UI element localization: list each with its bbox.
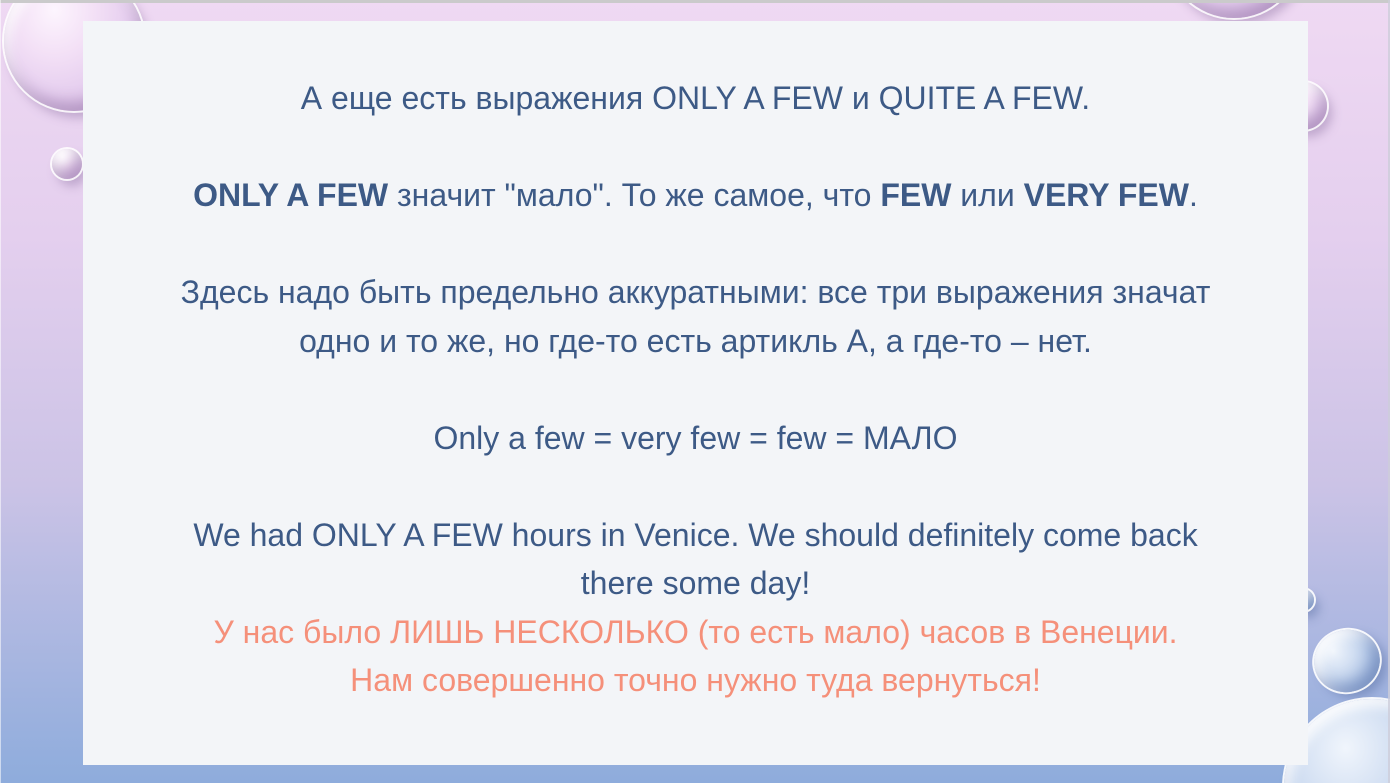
slide-text-line [97, 220, 1294, 269]
slide-text-line [97, 365, 1294, 414]
slide-left-edge [0, 0, 1, 783]
text-segment: We had ONLY A FEW hours in Venice. We should definitely come back [193, 516, 1198, 553]
slide-text-line [97, 656, 1294, 705]
text-segment: У нас было ЛИШЬ НЕСКОЛЬКО (то есть мало) часов в Венеции. [213, 613, 1178, 650]
slide-text-line [97, 414, 1294, 463]
slide-top-edge [0, 0, 1390, 3]
text-segment: или [951, 177, 1024, 213]
text-segment: А еще есть выражения ONLY A FEW и QUITE A FEW. [300, 80, 1091, 116]
text-segment: Здесь надо быть предельно аккуратными: все три выражения значат [180, 274, 1211, 310]
bubble-right-oval-icon [1306, 621, 1388, 700]
bubble-left-small-icon [52, 149, 82, 179]
text-segment: . [1188, 177, 1198, 213]
text-segment: there some day! [580, 565, 811, 601]
text-segment: Нам совершенно точно нужно туда вернуться! [350, 662, 1041, 698]
slide-text-line [97, 268, 1294, 317]
slide-text-line [97, 123, 1294, 172]
text-segment: значит "мало". То же самое, что [388, 177, 881, 213]
slide-text-block [97, 74, 1294, 705]
slide-text-line [97, 317, 1294, 366]
slide-text-line [97, 511, 1294, 560]
text-segment: Only a few = very few = few = МАЛО [433, 419, 958, 456]
slide-text-line [97, 74, 1294, 123]
content-panel [83, 21, 1308, 765]
slide-text-line [97, 608, 1294, 657]
text-segment: FEW [880, 177, 952, 213]
slide-text-line [97, 171, 1294, 220]
slide-text-line [97, 559, 1294, 608]
text-segment: ONLY A FEW [193, 177, 389, 213]
slide-text-line [97, 462, 1294, 511]
text-segment: VERY FEW [1023, 177, 1189, 213]
text-segment: одно и то же, но где-то есть артикль A, а где-то – нет. [299, 322, 1092, 359]
